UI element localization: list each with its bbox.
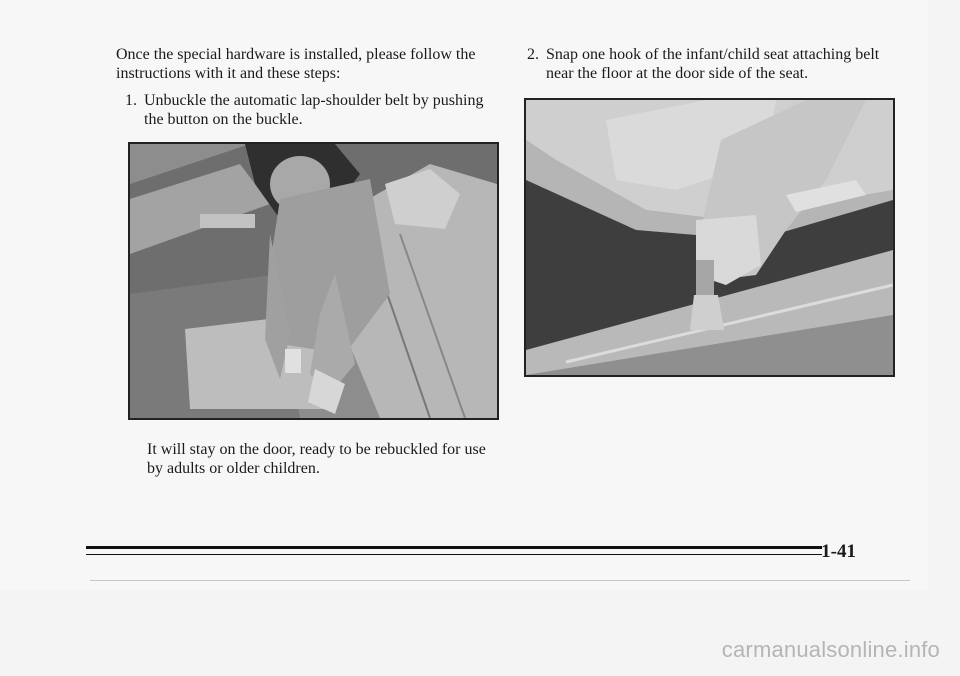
- illustration-hook-near-floor: [526, 100, 893, 375]
- step-2-line-1: Snap one hook of the infant/child seat attaching belt: [546, 46, 880, 63]
- after-step-1-line-2: by adults or older children.: [147, 460, 320, 477]
- rule-thin: [86, 554, 822, 555]
- step-2: [527, 45, 907, 85]
- step-2-text: [546, 45, 879, 83]
- step-2-number: 2.: [527, 46, 539, 63]
- intro-line-1: Once the special hardware is installed, please follow the: [116, 46, 476, 63]
- step-1-line-2: the button on the buckle.: [144, 111, 303, 128]
- step-1-line-1: Unbuckle the automatic lap-shoulder belt by pushing: [144, 92, 484, 109]
- figure-unbuckle-belt: [128, 142, 499, 420]
- rule-thick: [86, 546, 822, 549]
- after-step-1-paragraph: [147, 440, 486, 478]
- step-1-text: [144, 91, 483, 129]
- step-2-line-2: near the floor at the door side of the seat.: [546, 65, 809, 82]
- footer-divider: [90, 580, 910, 581]
- illustration-woman-unbuckling: [130, 144, 497, 418]
- step-1: [125, 91, 505, 131]
- site-watermark: carmanualsonline.info: [721, 637, 940, 662]
- after-step-1-line-1: It will stay on the door, ready to be rebuckled for use: [147, 441, 486, 458]
- page-number: 1-41: [821, 541, 856, 562]
- intro-line-2: instructions with it and these steps:: [116, 65, 341, 82]
- step-1-number: 1.: [125, 92, 137, 109]
- intro-paragraph: [116, 45, 475, 83]
- figure-snap-hook: [524, 98, 895, 377]
